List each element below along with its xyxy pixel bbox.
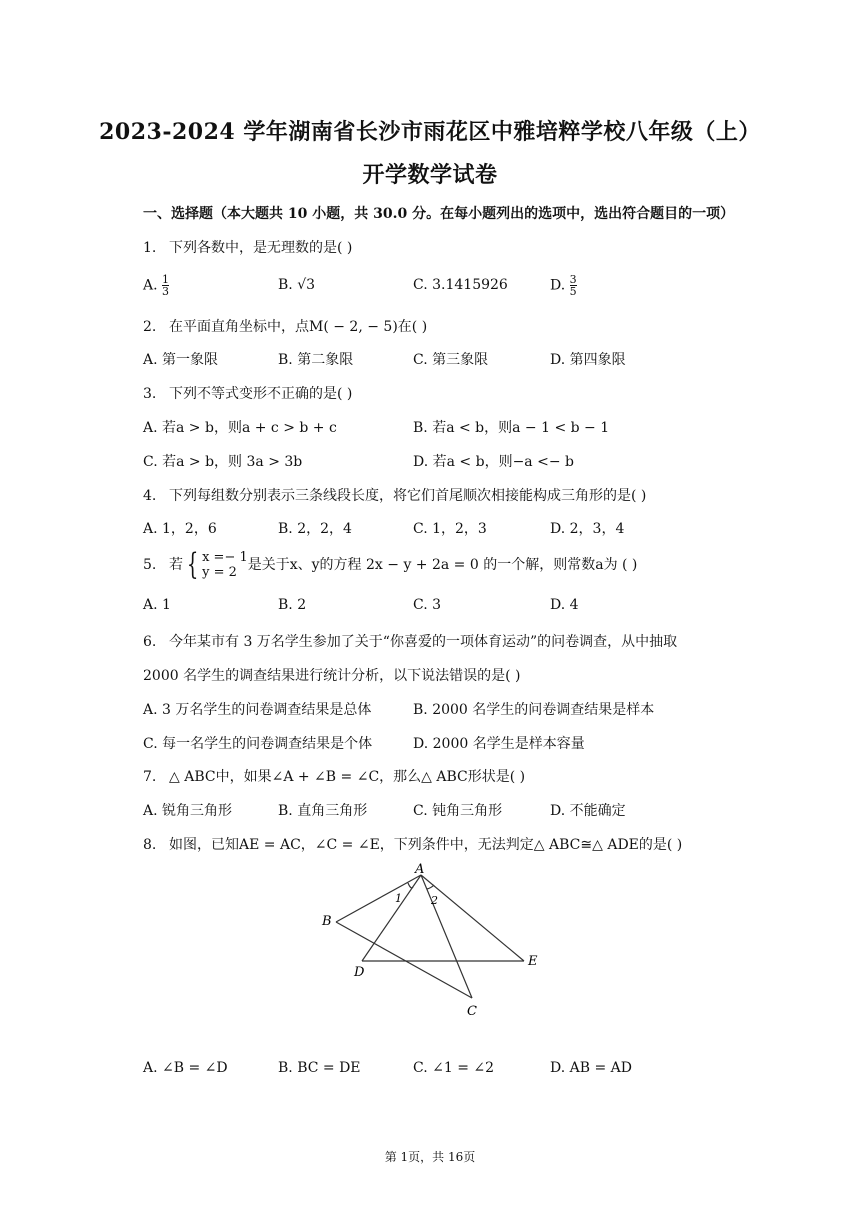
q3-option-d: D. 若a < b，则−a <− b: [413, 454, 574, 470]
q6-option-d: D. 2000 名学生是样本容量: [413, 736, 585, 752]
q4-option-c: C. 1，2，3: [413, 521, 487, 537]
q5-option-c: C. 3: [413, 597, 442, 613]
question-7: 7. △ ABC中，如果∠A + ∠B = ∠C，那么△ ABC形状是( ): [143, 769, 526, 785]
segment-AE: [421, 875, 524, 961]
q5-option-a: A. 1: [143, 597, 171, 613]
label-angle-1: 1: [395, 892, 402, 905]
q4-option-a: A. 1，2，6: [143, 521, 217, 537]
q5-option-b: B. 2: [278, 597, 307, 613]
q2-option-b: B. 第二象限: [278, 352, 354, 368]
q1-option-c: C. 3.1415926: [413, 277, 508, 293]
q1-option-d: D. $\frac{3}{5}$: [550, 273, 577, 298]
segment-BC: [336, 922, 472, 998]
q2-option-d: D. 第四象限: [550, 352, 626, 368]
q4-option-d: D. 2，3，4: [550, 521, 625, 537]
q7-option-b: B. 直角三角形: [278, 803, 368, 819]
exam-title-line1: 2023-2024 学年湖南省长沙市雨花区中雅培粹学校八年级（上）: [99, 119, 761, 145]
question-2: 2. 在平面直角坐标中，点M( − 2, − 5)在( ): [143, 319, 428, 335]
question-5: 5. 若 { x =− 1 y = 2 是关于x、y的方程 2x − y + 2a = 0 的一个解，则常数a为 ( ): [143, 547, 638, 582]
q6-option-b: B. 2000 名学生的问卷调查结果是样本: [413, 702, 655, 718]
q1-option-a: A. $\frac{1}{3}$: [143, 273, 170, 298]
label-angle-2: 2: [431, 894, 438, 907]
q6-option-a: A. 3 万名学生的问卷调查结果是总体: [143, 702, 372, 718]
q7-option-c: C. 钝角三角形: [413, 803, 503, 819]
q4-option-b: B. 2，2，4: [278, 521, 352, 537]
question-4: 4. 下列每组数分别表示三条线段长度，将它们首尾顺次相接能构成三角形的是( ): [143, 488, 647, 504]
q3-option-b: B. 若a < b，则a − 1 < b − 1: [413, 420, 610, 436]
q2-option-c: C. 第三象限: [413, 352, 489, 368]
question-1: 1. 下列各数中，是无理数的是( ): [143, 240, 353, 256]
q8-option-c: C. ∠1 = ∠2: [413, 1060, 495, 1076]
question-6-line1: 6. 今年某市有 3 万名学生参加了关于“你喜爱的一项体育运动”的问卷调查，从中抽取: [143, 634, 678, 650]
triangle-figure: [310, 855, 550, 1025]
label-E: E: [528, 954, 538, 969]
q5-option-d: D. 4: [550, 597, 579, 613]
q7-option-a: A. 锐角三角形: [143, 803, 233, 819]
section-heading: 一、选择题（本大题共 10 小题，共 30.0 分。在每小题列出的选项中，选出符合题目的一项）: [143, 206, 735, 222]
label-D: D: [354, 965, 365, 980]
segment-AB: [336, 875, 421, 922]
q8-option-d: D. AB = AD: [550, 1060, 632, 1076]
angle-2-arc: [427, 885, 434, 889]
label-B: B: [322, 914, 332, 929]
exam-title-line2: 开学数学试卷: [362, 162, 498, 188]
q8-option-a: A. ∠B = ∠D: [143, 1060, 228, 1076]
label-C: C: [467, 1004, 477, 1019]
angle-1-arc: [408, 883, 413, 888]
q3-option-c: C. 若a > b，则 3a > 3b: [143, 454, 303, 470]
page-footer: 第 1页，共 16页: [384, 1150, 476, 1164]
question-3: 3. 下列不等式变形不正确的是( ): [143, 386, 353, 402]
q3-option-a: A. 若a > b，则a + c > b + c: [143, 420, 337, 436]
question-6-line2: 2000 名学生的调查结果进行统计分析，以下说法错误的是( ): [143, 668, 521, 684]
question-8: 8. 如图，已知AE = AC，∠C = ∠E，下列条件中，无法判定△ ABC≅△ ADE的是( ): [143, 837, 683, 853]
label-A: A: [415, 862, 425, 877]
segment-AC: [421, 875, 472, 998]
q8-option-b: B. BC = DE: [278, 1060, 361, 1076]
q2-option-a: A. 第一象限: [143, 352, 219, 368]
q1-option-b: B. √3: [278, 277, 316, 293]
q6-option-c: C. 每一名学生的问卷调查结果是个体: [143, 736, 373, 752]
q7-option-d: D. 不能确定: [550, 803, 626, 819]
